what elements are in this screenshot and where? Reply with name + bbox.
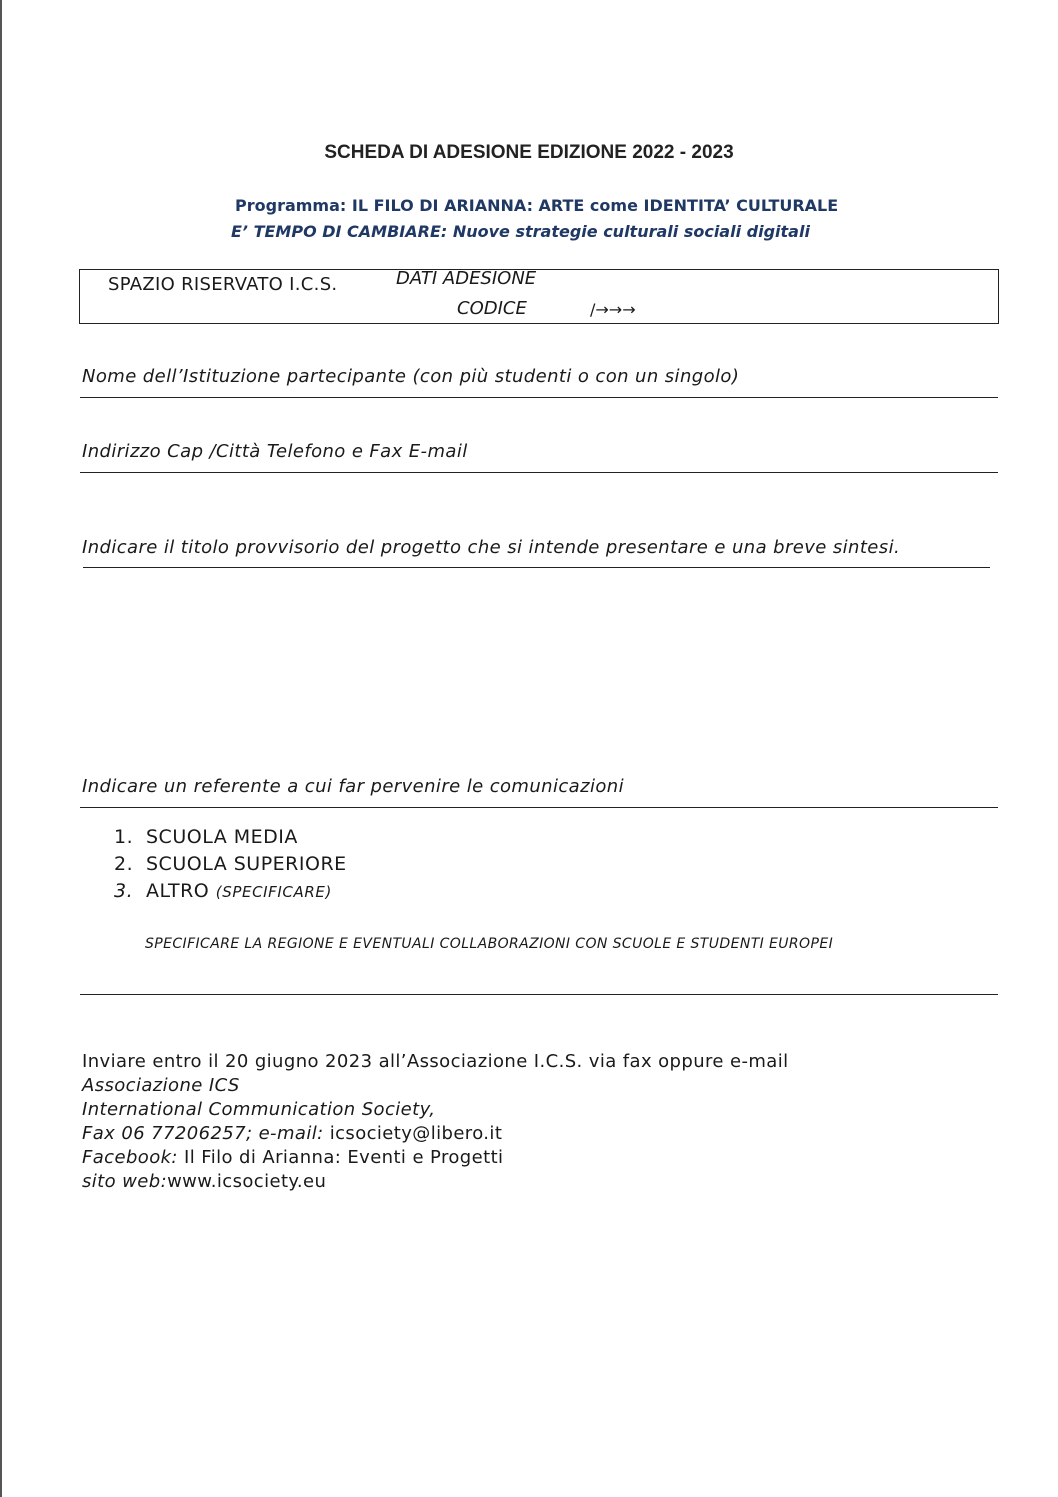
codice-mark: /→→→ xyxy=(590,300,636,319)
project-label: Indicare il titolo provvisorio del progetto che si intende presentare e una breve sintesi. xyxy=(82,537,901,558)
page-edge xyxy=(0,0,2,1497)
dati-adesione-label: DATI ADESIONE xyxy=(396,268,537,289)
association-name: Associazione ICS xyxy=(82,1075,240,1096)
institution-field-line[interactable] xyxy=(80,397,998,398)
website-link[interactable]: www.icsociety.eu xyxy=(167,1171,327,1192)
referent-field-line[interactable] xyxy=(80,807,998,808)
program-title: Programma: IL FILO DI ARIANNA: ARTE come IDENTITA’ CULTURALE xyxy=(235,196,839,215)
option-number: 2. xyxy=(114,853,134,875)
send-instructions: Inviare entro il 20 giugno 2023 all’Associazione I.C.S. via fax oppure e-mail xyxy=(82,1051,789,1072)
program-subtitle: E’ TEMPO DI CAMBIARE: Nuove strategie culturali sociali digitali xyxy=(231,222,810,241)
option-label: SCUOLA SUPERIORE xyxy=(146,853,347,875)
fax-label: Fax 06 77206257; e-mail: xyxy=(82,1123,324,1144)
address-field-line[interactable] xyxy=(80,472,998,473)
address-label: Indirizzo Cap /Città Telefono e Fax E-mail xyxy=(82,441,468,462)
option-note: (SPECIFICARE) xyxy=(215,883,332,901)
facebook-line xyxy=(82,1146,789,1170)
region-field-line[interactable] xyxy=(80,994,998,995)
option-number: 1. xyxy=(114,826,134,848)
email-link[interactable]: icsociety@libero.it xyxy=(329,1123,503,1144)
project-field-line[interactable] xyxy=(83,567,990,568)
school-type-list xyxy=(114,826,347,907)
society-name: International Communication Society, xyxy=(82,1099,436,1120)
option-label: ALTRO xyxy=(146,880,210,902)
referent-label: Indicare un referente a cui far pervenire le comunicazioni xyxy=(82,776,624,797)
option-scuola-superiore[interactable] xyxy=(114,853,347,880)
website-label: sito web: xyxy=(82,1171,168,1192)
option-altro[interactable] xyxy=(114,880,347,907)
website-line xyxy=(82,1170,789,1194)
option-scuola-media[interactable] xyxy=(114,826,347,853)
contact-block xyxy=(82,1050,789,1194)
institution-label: Nome dell’Istituzione partecipante (con più studenti o con un singolo) xyxy=(82,366,740,387)
option-number: 3. xyxy=(114,880,134,902)
fax-email-line xyxy=(82,1122,789,1146)
facebook-page: Il Filo di Arianna: Eventi e Progetti xyxy=(184,1147,504,1168)
reserved-label: SPAZIO RISERVATO I.C.S. xyxy=(108,274,338,295)
region-note: SPECIFICARE LA REGIONE E EVENTUALI COLLABORAZIONI CON SCUOLE E STUDENTI EUROPEI xyxy=(145,936,834,952)
option-label: SCUOLA MEDIA xyxy=(146,826,298,848)
document-title: SCHEDA DI ADESIONE EDIZIONE 2022 - 2023 xyxy=(324,142,734,163)
codice-label: CODICE xyxy=(457,298,527,319)
facebook-label: Facebook: xyxy=(82,1147,178,1168)
